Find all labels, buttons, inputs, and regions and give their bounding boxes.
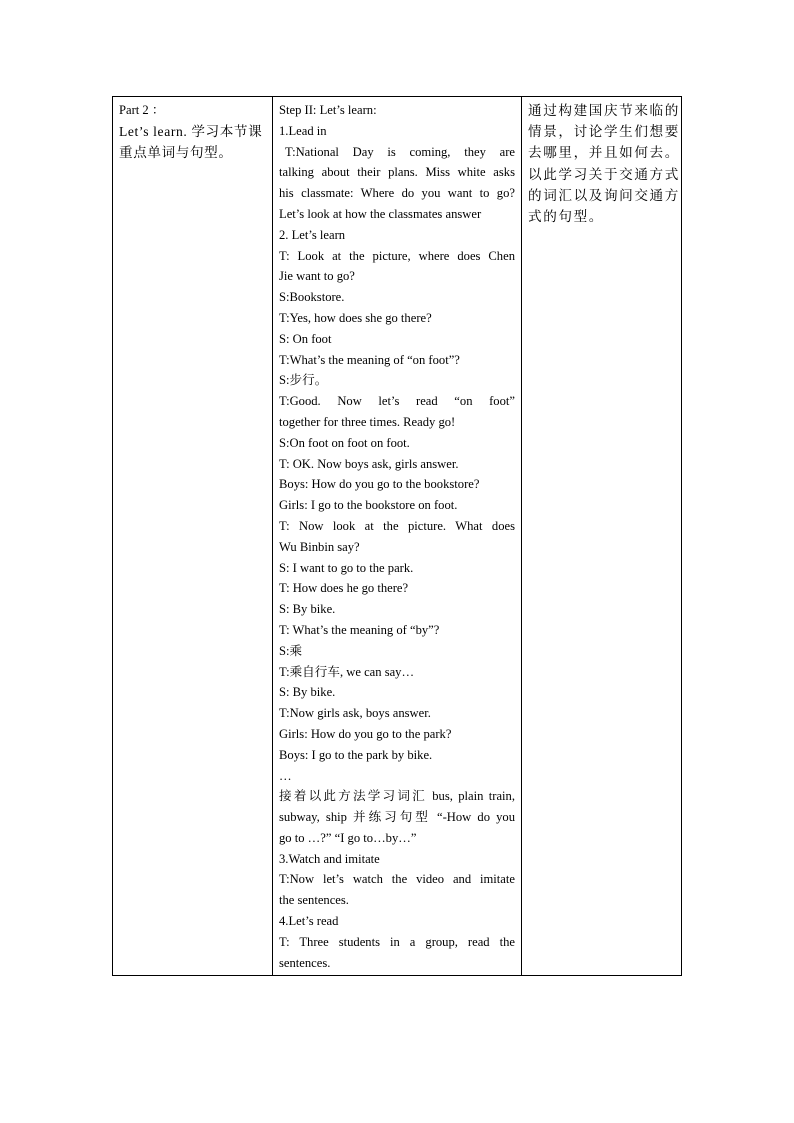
procedure-line: S: By bike. <box>279 602 336 617</box>
procedure-line: S: On foot <box>279 331 332 346</box>
procedure-line: Girls: How do you go to the park? <box>279 726 452 741</box>
procedure-line: Boys: How do you go to the bookstore? <box>279 477 480 492</box>
procedure-line: go to …?” “I go to…by…” <box>279 830 417 845</box>
part-description: 重点单词与句型。 <box>119 145 233 160</box>
section-heading: 4.Let’s read <box>279 914 339 929</box>
procedure-line: Jie want to go? <box>279 269 355 284</box>
step-heading: Step II: Let’s learn: <box>279 103 377 117</box>
procedure-line: S: I want to go to the park. <box>279 560 414 575</box>
part-title: Part 2 ： <box>119 103 165 117</box>
section-heading: 1.Lead in <box>279 123 327 138</box>
purpose-cell <box>522 97 682 976</box>
procedure-line: sentences. <box>279 955 331 970</box>
purpose-line: 通过构建国庆节来临的 <box>528 103 680 118</box>
procedure-line: T:Now let’s watch the video and imitate <box>279 872 515 887</box>
procedure-line: S:On foot on foot on foot. <box>279 435 410 450</box>
procedure-line: S:步行。 <box>279 373 328 388</box>
procedure-line: subway, ship 并练习句型 “-How do you <box>279 810 515 825</box>
part-cell <box>113 97 273 976</box>
purpose-line: 情景，讨论学生们想要 <box>528 124 680 140</box>
section-heading: 3.Watch and imitate <box>279 851 380 866</box>
procedure-line: T: OK. Now boys ask, girls answer. <box>279 456 459 471</box>
procedure-line: 接着以此方法学习词汇 bus, plain train, <box>279 789 515 804</box>
procedure-line: T: Now look at the picture. What does <box>279 518 515 533</box>
procedure-line: T: How does he go there? <box>279 581 409 596</box>
procedure-line: T:Yes, how does she go there? <box>279 310 432 325</box>
procedure-line: his classmate: Where do you want to go? <box>279 186 515 201</box>
procedure-line: S:Bookstore. <box>279 290 345 305</box>
purpose-line: 的词汇以及询问交通方 <box>528 187 680 203</box>
procedure-line: T:Good. Now let’s read “on foot” <box>279 394 515 409</box>
procedure-line: T: Look at the picture, where does Chen <box>279 248 515 263</box>
purpose-line: 以此学习关于交通方式 <box>528 166 680 182</box>
procedure-line: talking about their plans. Miss white asks <box>279 165 515 180</box>
procedure-line: T:Now girls ask, boys answer. <box>279 706 431 721</box>
procedure-line: Let’s look at how the classmates answer <box>279 206 482 221</box>
procedure-line: T: What’s the meaning of “by”? <box>279 622 440 637</box>
procedure-line: T:National Day is coming, they are <box>285 144 515 159</box>
procedure-line: S:乘 <box>279 643 303 658</box>
table-row <box>113 97 682 976</box>
lesson-plan-table <box>112 96 682 976</box>
purpose-line: 式的句型。 <box>528 209 604 225</box>
procedure-line: Wu Binbin say? <box>279 539 360 554</box>
procedure-line: the sentences. <box>279 893 349 908</box>
procedure-line: together for three times. Ready go! <box>279 414 456 429</box>
procedure-line: Boys: I go to the park by bike. <box>279 747 433 762</box>
procedure-line: S: By bike. <box>279 685 336 700</box>
procedure-line: … <box>279 768 292 783</box>
procedure-line: T: Three students in a group, read the <box>279 934 515 949</box>
procedure-line: T:乘自行车, we can say… <box>279 664 415 679</box>
procedure-line: T:What’s the meaning of “on foot”? <box>279 352 460 367</box>
part-description: Let’s learn. 学习本节课 <box>119 123 263 139</box>
section-heading: 2. Let’s learn <box>279 227 346 242</box>
purpose-line: 去哪里，并且如何去。 <box>528 145 680 161</box>
procedure-line: Girls: I go to the bookstore on foot. <box>279 498 458 513</box>
procedure-cell <box>273 97 522 976</box>
